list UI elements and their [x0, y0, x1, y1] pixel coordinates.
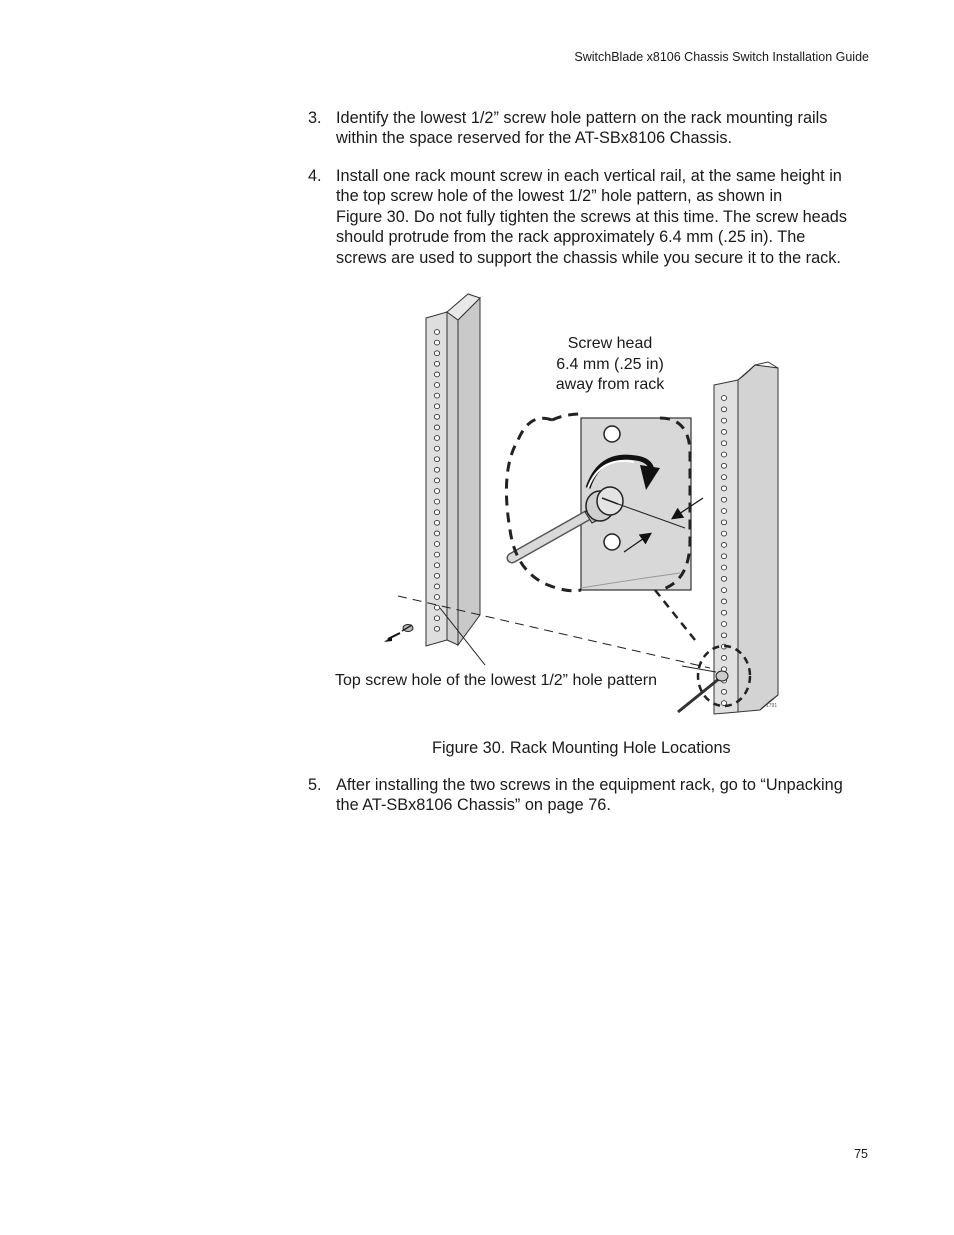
- rail-hole: [434, 351, 439, 356]
- rail-hole: [721, 656, 726, 661]
- step-line: Install one rack mount screw in each vertical rail, at the same height in: [336, 167, 842, 185]
- step-number: 5.: [308, 776, 322, 794]
- rail-hole: [434, 436, 439, 441]
- rail-hole: [721, 497, 726, 502]
- rail-hole: [434, 425, 439, 430]
- rail-hole: [721, 463, 726, 468]
- rail-hole: [721, 554, 726, 559]
- rail-hole: [434, 605, 439, 610]
- zoom-connector: [655, 590, 695, 640]
- rail-hole: [434, 584, 439, 589]
- callout-line: 6.4 mm (.25 in): [556, 355, 664, 373]
- rail-hole: [721, 633, 726, 638]
- rail-hole: [434, 383, 439, 388]
- rail-hole: [721, 565, 726, 570]
- rail-hole: [434, 478, 439, 483]
- step-line: screws are used to support the chassis while you secure it to the rack.: [336, 248, 841, 267]
- rail-hole: [721, 396, 726, 401]
- rail-hole: [434, 520, 439, 525]
- rail-hole: [721, 486, 726, 491]
- zoom-detail: [506, 414, 703, 591]
- rail-hole: [721, 543, 726, 548]
- rail-hole: [721, 622, 726, 627]
- rail-hole: [434, 552, 439, 557]
- rail-hole: [434, 626, 439, 631]
- rail-hole: [434, 563, 439, 568]
- rail-hole: [434, 467, 439, 472]
- step-line: Figure 30. Do not fully tighten the screws at this time. The screw heads: [336, 207, 847, 226]
- rail-hole: [721, 576, 726, 581]
- rail-hole: [721, 520, 726, 525]
- rail-hole: [434, 595, 439, 600]
- rail-hole: [434, 404, 439, 409]
- drawing-id: 1791: [766, 703, 778, 709]
- rail-hole: [721, 509, 726, 514]
- step-number: 4.: [308, 167, 322, 185]
- rail-hole: [434, 489, 439, 494]
- bottom-label: Top screw hole of the lowest 1/2” hole pattern: [335, 672, 657, 689]
- step-line: the AT-SBx8106 Chassis” on page 76.: [336, 796, 611, 815]
- rail-hole: [721, 475, 726, 480]
- screw-head-callout: [550, 334, 670, 396]
- step-text: [336, 108, 876, 149]
- left-rail-holes: [434, 330, 439, 632]
- rail-hole: [434, 330, 439, 335]
- step-text: [336, 166, 876, 268]
- left-screw: [384, 625, 413, 643]
- rail-hole: [434, 372, 439, 377]
- rail-hole: [434, 340, 439, 345]
- step-line: After installing the two screws in the equipment rack, go to “Unpacking: [336, 776, 843, 794]
- step-number: 3.: [308, 109, 322, 127]
- rail-hole: [434, 414, 439, 419]
- rail-hole: [721, 430, 726, 435]
- step-line: Identify the lowest 1/2” screw hole pattern on the rack mounting rails: [336, 109, 828, 127]
- rail-hole: [434, 531, 439, 536]
- rail-hole: [434, 361, 439, 366]
- running-header: SwitchBlade x8106 Chassis Switch Installation Guide: [574, 50, 869, 64]
- step-line: should protrude from the rack approximately 6.4 mm (.25 in). The: [336, 228, 806, 247]
- rail-hole: [721, 418, 726, 423]
- page-number: 75: [854, 1147, 868, 1161]
- callout-line: Screw head: [567, 335, 653, 352]
- rail-hole: [434, 542, 439, 547]
- rail-hole: [434, 499, 439, 504]
- rail-hole: [721, 441, 726, 446]
- left-rail: [426, 294, 480, 646]
- rail-hole: [721, 689, 726, 694]
- figure-caption: Figure 30. Rack Mounting Hole Locations: [432, 739, 731, 757]
- rack-figure: [300, 290, 800, 720]
- rail-hole: [721, 407, 726, 412]
- rail-hole: [721, 452, 726, 457]
- rail-hole: [434, 446, 439, 451]
- rail-hole: [434, 573, 439, 578]
- callout-line: away from rack: [555, 376, 665, 393]
- rail-hole: [434, 457, 439, 462]
- rail-hole: [721, 610, 726, 615]
- step-line: the top screw hole of the lowest 1/2” hole pattern, as shown in: [336, 187, 783, 206]
- rail-hole: [434, 616, 439, 621]
- step-line: within the space reserved for the AT-SBx8106 Chassis.: [336, 129, 733, 148]
- rail-hole: [721, 531, 726, 536]
- rail-hole: [721, 588, 726, 593]
- rail-hole: [434, 393, 439, 398]
- rail-hole: [721, 599, 726, 604]
- step-text: [336, 775, 876, 816]
- rail-hole: [434, 510, 439, 515]
